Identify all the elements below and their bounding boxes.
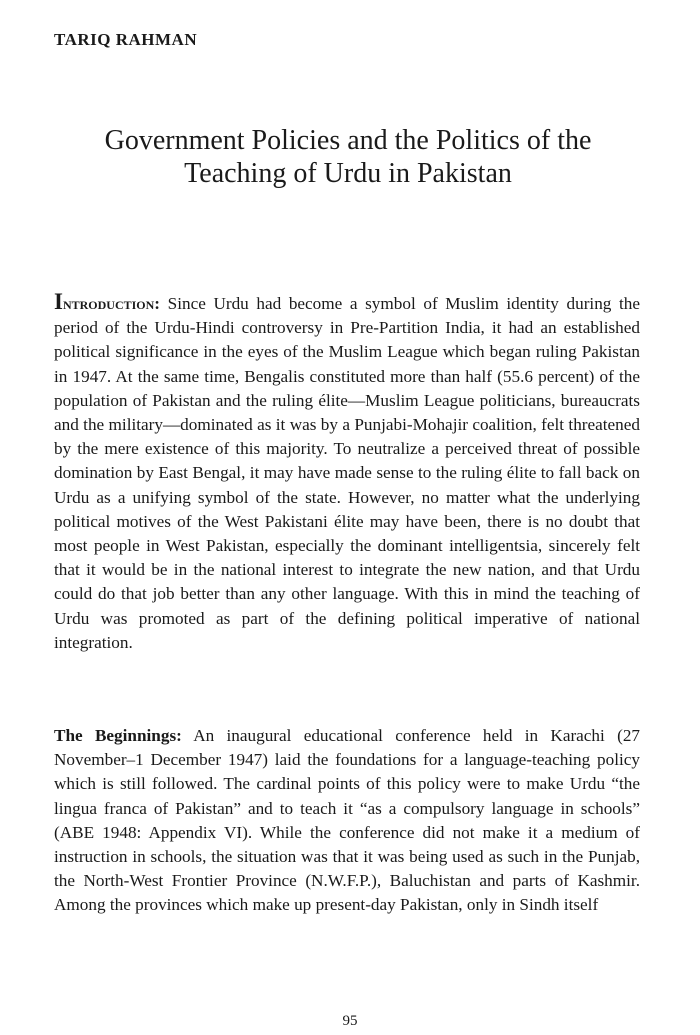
- introduction-paragraph: [54, 290, 640, 655]
- introduction-text: Since Urdu had become a symbol of Muslim identity during the period of the Urdu-Hindi controversy in Pre-Partition India, it had an established political significance in the eyes of the Muslim League which began ruling Pakistan in 1947. At the same time, Bengalis constituted more than half (55.6 percent) of the population of Pakistan and the ruling élite—Muslim League politicians, bureaucrats and the military—dominated as it was by a Punjabi-Mohajir coalition, felt threatened by the mere existence of this majority. To neutralize a perceived threat of possible domination by East Bengal, it may have made sense to the ruling élite to fall back on Urdu as a unifying symbol of the state. However, no matter what the underlying political motives of the West Pakistani élite may have been, there is no doubt that most people in West Pakistan, especially the dominant intelligentsia, sincerely felt that it would be in the national interest to integrate the new nation, and that Urdu could do that job better than any other language. With this in mind the teaching of Urdu was promoted as part of the defining political imperative of national integration.: [54, 294, 640, 652]
- article-title-line-1: Government Policies and the Politics of the: [104, 125, 592, 156]
- article-title: [40, 124, 656, 190]
- beginnings-paragraph: [54, 724, 640, 918]
- article-title-line-2: Teaching of Urdu in Pakistan: [184, 158, 512, 189]
- introduction-label-rest: ntroduction:: [62, 294, 161, 313]
- introduction-label-initial: I: [54, 289, 63, 314]
- introduction-label: [54, 289, 161, 314]
- running-head-author: TARIQ RAHMAN: [54, 30, 198, 49]
- beginnings-heading: The Beginnings:: [54, 726, 182, 745]
- page-number: 95: [342, 1013, 358, 1029]
- beginnings-text: An inaugural educational conference held in Karachi (27 November–1 December 1947) laid the foundations for a language-teaching policy which is still followed. The cardinal points of this policy were to make Urdu “the lingua franca of Pakistan” and to teach it “as a compulsory language in schools” (ABE 1948: Appendix VI). While the conference did not make it a medium of instruction in schools, the situation was that it was being used as such in the Punjab, the North-West Frontier Province (N.W.F.P.), Baluchistan and parts of Kashmir. Among the provinces which make up present-day Pakistan, only in Sindh itself: [54, 726, 641, 915]
